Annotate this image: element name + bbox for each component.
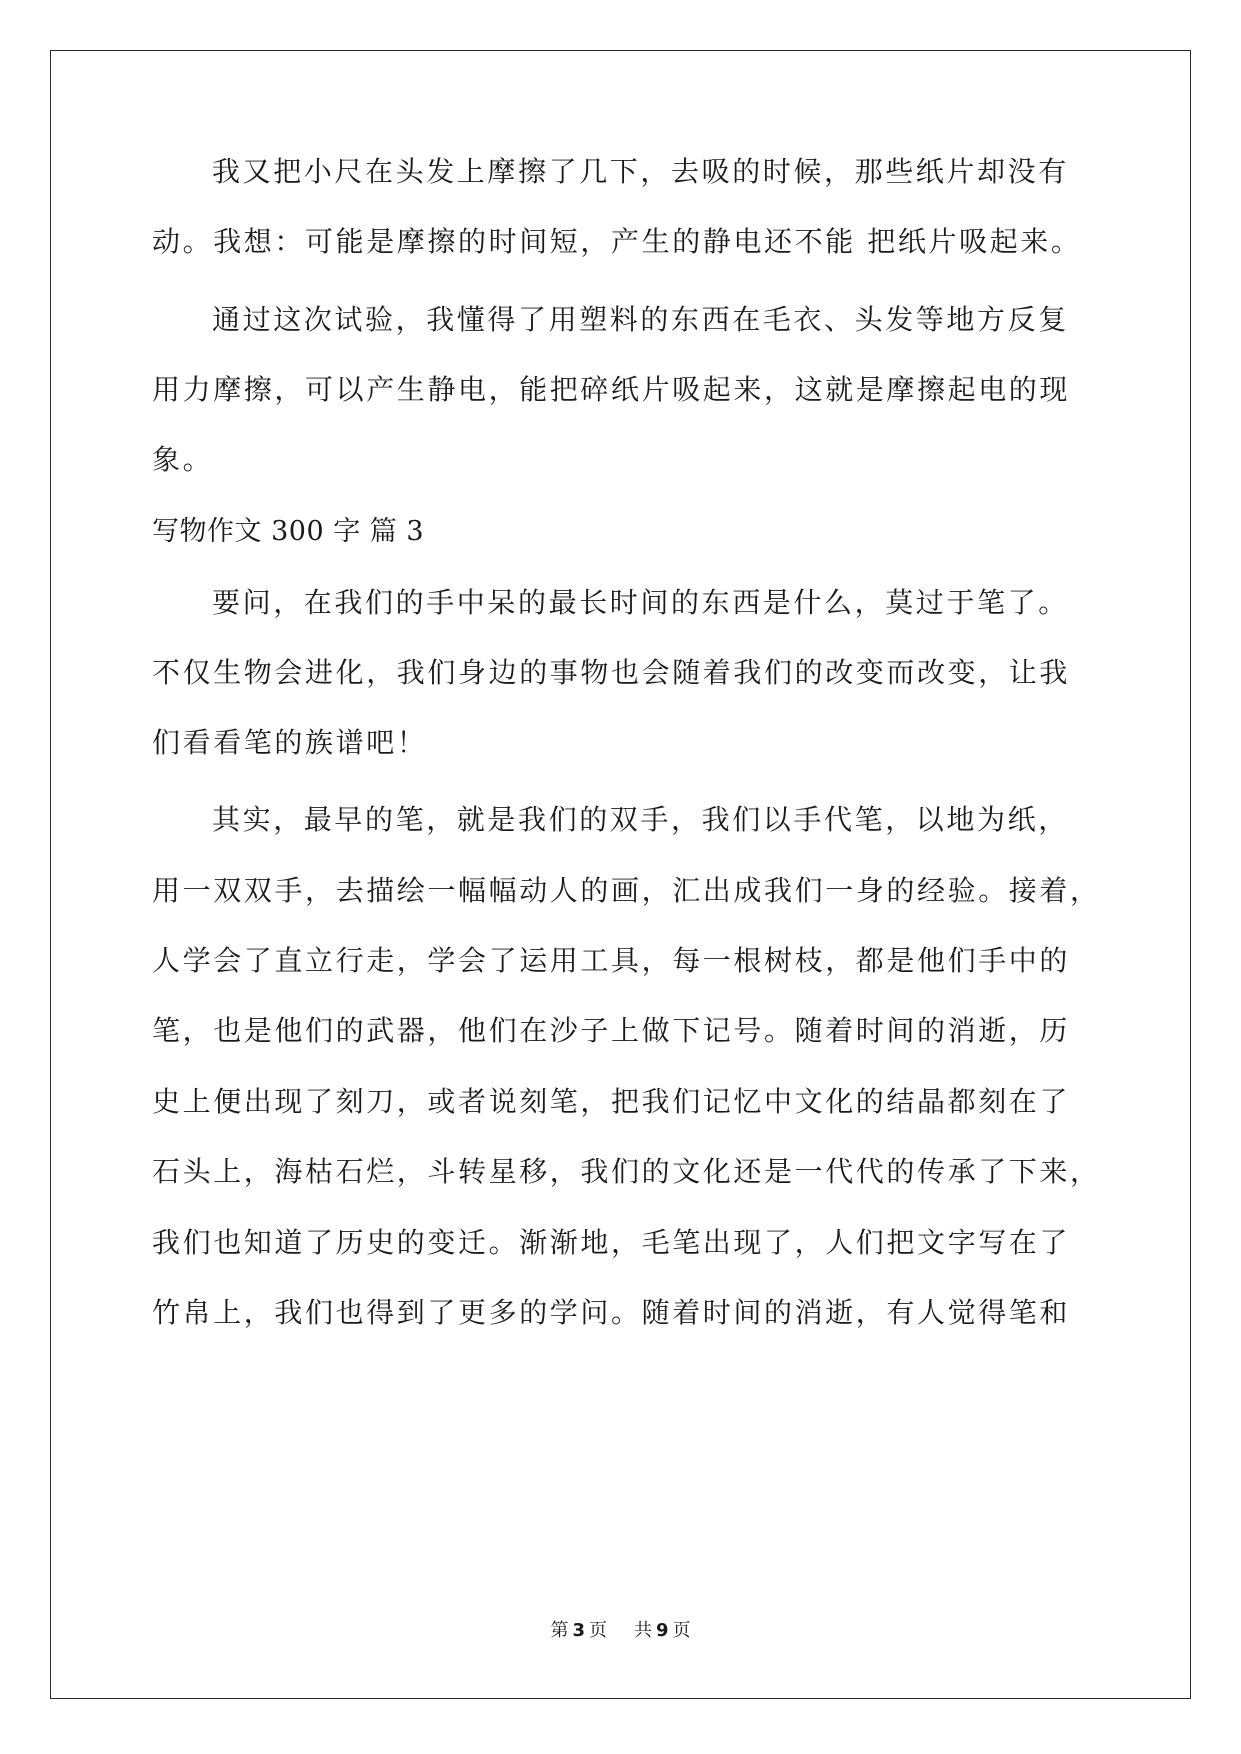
text-line: 用力摩擦，可以产生静电，能把碎纸片吸起来，这就是摩擦起电的现	[152, 373, 1071, 406]
text-line: 其实，最早的笔，就是我们的双手，我们以手代笔，以地为纸，	[212, 803, 1069, 836]
total-prefix: 共	[633, 1620, 652, 1641]
total-suffix: 页	[672, 1620, 691, 1641]
text-line: 笔，也是他们的武器，他们在沙子上做下记号。随着时间的消逝，历	[152, 1014, 1071, 1047]
text-line: 石头上，海枯石烂，斗转星移，我们的文化还是一代代的传承了下来，	[152, 1155, 1101, 1188]
section-heading: 写物作文 300 字 篇 3	[152, 516, 425, 547]
text-line: 通过这次试验，我懂得了用塑料的东西在毛衣、头发等地方反复	[212, 303, 1069, 336]
text-line: 我又把小尺在头发上摩擦了几下，去吸的时候，那些纸片却没有	[212, 155, 1069, 188]
text-line: 用一双双手，去描绘一幅幅动人的画，汇出成我们一身的经验。接着，	[152, 874, 1101, 907]
page-suffix: 页	[589, 1620, 608, 1641]
text-line: 象。	[152, 443, 214, 476]
text-line: 们看看笔的族谱吧！	[152, 726, 428, 759]
text-line: 要问，在我们的手中呆的最长时间的东西是什么，莫过于笔了。	[212, 586, 1069, 619]
total-pages: 9	[655, 1620, 669, 1641]
page-footer	[0, 1618, 1241, 1644]
text-line: 动。我想：可能是摩擦的时间短，产生的静电还不能 把纸片吸起来。	[152, 225, 1082, 258]
text-line: 竹帛上，我们也得到了更多的学问。随着时间的消逝，有人觉得笔和	[152, 1296, 1071, 1329]
text-line: 我们也知道了历史的变迁。渐渐地，毛笔出现了，人们把文字写在了	[152, 1226, 1071, 1259]
page-current: 3	[572, 1620, 586, 1641]
page-prefix: 第	[550, 1620, 569, 1641]
text-line: 不仅生物会进化，我们身边的事物也会随着我们的改变而改变，让我	[152, 656, 1071, 689]
text-line: 史上便出现了刻刀，或者说刻笔，把我们记忆中文化的结晶都刻在了	[152, 1085, 1071, 1118]
text-line: 人学会了直立行走，学会了运用工具，每一根树枝，都是他们手中的	[152, 944, 1071, 977]
